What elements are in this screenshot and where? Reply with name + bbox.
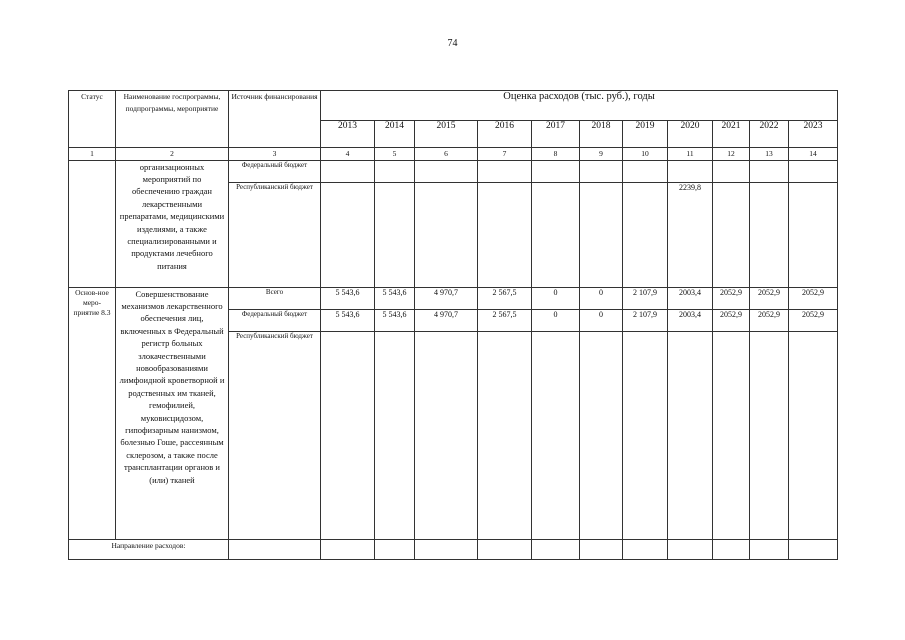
value-cell — [532, 331, 580, 539]
empty-cell — [532, 539, 580, 559]
empty-cell — [321, 539, 375, 559]
col-number: 8 — [532, 148, 580, 161]
value-cell: 5 543,6 — [375, 287, 415, 309]
empty-cell — [623, 539, 668, 559]
value-cell: 2003,4 — [668, 309, 713, 331]
value-cell — [478, 182, 532, 287]
value-cell: 2052,9 — [789, 309, 838, 331]
header-name: Наименование госпрограммы, подпрограммы, мероприятие — [116, 91, 229, 148]
funding-source: Республиканский бюджет — [229, 182, 321, 287]
col-number: 2 — [116, 148, 229, 161]
value-cell — [750, 331, 789, 539]
budget-table — [68, 90, 838, 560]
value-cell — [580, 160, 623, 182]
status-cell: Основ-ное меро-приятие 8.3 — [69, 287, 116, 539]
value-cell: 2052,9 — [789, 287, 838, 309]
value-cell — [750, 182, 789, 287]
value-cell — [750, 160, 789, 182]
col-number: 14 — [789, 148, 838, 161]
value-cell — [375, 182, 415, 287]
value-cell: 4 970,7 — [415, 287, 478, 309]
status-cell — [69, 160, 116, 287]
year-2019: 2019 — [623, 121, 668, 148]
value-cell — [415, 182, 478, 287]
value-cell: 2052,9 — [750, 287, 789, 309]
value-cell — [789, 182, 838, 287]
value-cell — [375, 331, 415, 539]
col-number: 5 — [375, 148, 415, 161]
col-number: 1 — [69, 148, 116, 161]
empty-cell — [668, 539, 713, 559]
funding-source: Федеральный бюджет — [229, 309, 321, 331]
year-2013: 2013 — [321, 121, 375, 148]
year-2014: 2014 — [375, 121, 415, 148]
value-cell: 2 107,9 — [623, 287, 668, 309]
year-2016: 2016 — [478, 121, 532, 148]
value-cell: 2239,8 — [668, 182, 713, 287]
value-cell — [321, 182, 375, 287]
value-cell — [668, 331, 713, 539]
col-number: 10 — [623, 148, 668, 161]
value-cell: 0 — [532, 309, 580, 331]
funding-source: Всего — [229, 287, 321, 309]
header-estimate: Оценка расходов (тыс. руб.), годы — [321, 91, 838, 121]
year-2015: 2015 — [415, 121, 478, 148]
value-cell — [580, 182, 623, 287]
empty-cell — [229, 539, 321, 559]
value-cell: 5 543,6 — [321, 287, 375, 309]
page-number: 74 — [447, 38, 458, 49]
value-cell — [532, 160, 580, 182]
empty-cell — [713, 539, 750, 559]
value-cell — [713, 182, 750, 287]
empty-cell — [750, 539, 789, 559]
value-cell — [623, 160, 668, 182]
col-number: 12 — [713, 148, 750, 161]
col-number: 7 — [478, 148, 532, 161]
col-number: 3 — [229, 148, 321, 161]
value-cell — [478, 331, 532, 539]
value-cell: 2052,9 — [713, 287, 750, 309]
header-source: Источник финансирования — [229, 91, 321, 148]
value-cell — [713, 331, 750, 539]
value-cell — [321, 331, 375, 539]
col-number: 6 — [415, 148, 478, 161]
funding-source: Федеральный бюджет — [229, 160, 321, 182]
col-number: 9 — [580, 148, 623, 161]
value-cell — [415, 160, 478, 182]
empty-cell — [580, 539, 623, 559]
empty-cell — [375, 539, 415, 559]
value-cell: 2 107,9 — [623, 309, 668, 331]
empty-cell — [478, 539, 532, 559]
year-2018: 2018 — [580, 121, 623, 148]
value-cell — [668, 160, 713, 182]
value-cell — [375, 160, 415, 182]
value-cell: 0 — [580, 309, 623, 331]
year-2022: 2022 — [750, 121, 789, 148]
value-cell — [321, 160, 375, 182]
value-cell — [789, 160, 838, 182]
value-cell — [623, 331, 668, 539]
funding-source: Республиканский бюджет — [229, 331, 321, 539]
value-cell: 4 970,7 — [415, 309, 478, 331]
col-number: 4 — [321, 148, 375, 161]
value-cell — [789, 331, 838, 539]
value-cell: 2052,9 — [750, 309, 789, 331]
value-cell: 2 567,5 — [478, 309, 532, 331]
directions-label: Направление расходов: — [69, 539, 229, 559]
value-cell: 2052,9 — [713, 309, 750, 331]
activity-name: организационных мероприятий по обеспечению граждан лекарственными препаратами, медицинскими изделиями, а также специализированными и продуктами лечебного питания — [116, 160, 229, 287]
activity-name: Совершенствование механизмов лекарственного обеспечения лиц, включенных в Федеральный регистр больных злокачественными новообразованиями лимфоидной кроветворной и родственных им тканей, гемофилией, муковисцидозом, гипофизарным нанизмом, болезнью Гоше, рассеянным склерозом, а также после трансплантации органов и (или) тканей — [116, 287, 229, 539]
year-2020: 2020 — [668, 121, 713, 148]
year-2021: 2021 — [713, 121, 750, 148]
year-2017: 2017 — [532, 121, 580, 148]
value-cell: 2 567,5 — [478, 287, 532, 309]
col-number: 11 — [668, 148, 713, 161]
year-2023: 2023 — [789, 121, 838, 148]
value-cell — [532, 182, 580, 287]
col-number: 13 — [750, 148, 789, 161]
value-cell: 5 543,6 — [321, 309, 375, 331]
header-status: Статус — [69, 91, 116, 148]
value-cell: 5 543,6 — [375, 309, 415, 331]
value-cell: 2003,4 — [668, 287, 713, 309]
value-cell — [478, 160, 532, 182]
value-cell: 0 — [532, 287, 580, 309]
empty-cell — [789, 539, 838, 559]
value-cell: 0 — [580, 287, 623, 309]
empty-cell — [415, 539, 478, 559]
value-cell — [713, 160, 750, 182]
value-cell — [415, 331, 478, 539]
value-cell — [580, 331, 623, 539]
value-cell — [623, 182, 668, 287]
